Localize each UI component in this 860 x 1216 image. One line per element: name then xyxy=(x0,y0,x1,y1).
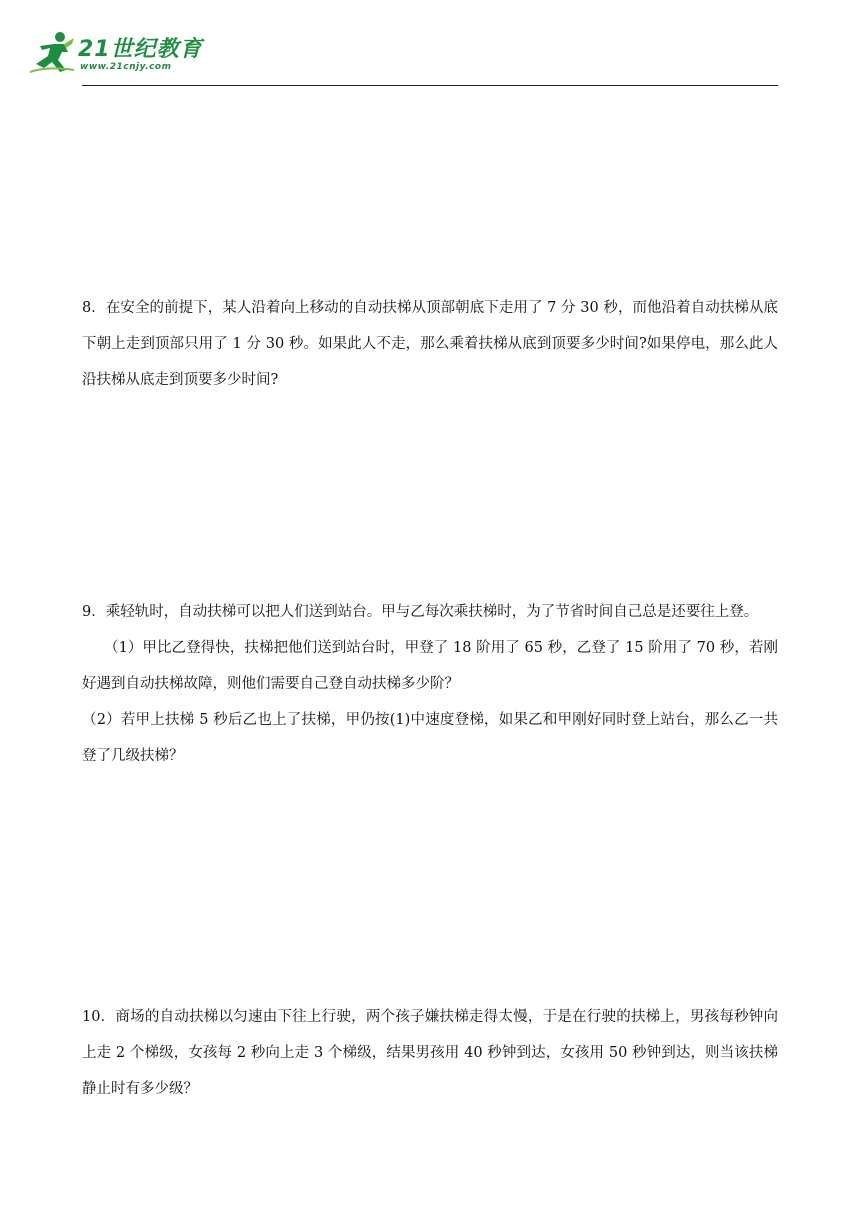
question-9 xyxy=(82,594,778,774)
logo-url-text: www.21cnjy.com xyxy=(80,62,172,72)
question-text: 乘轻轨时，自动扶梯可以把人们送到站台。甲与乙每次乘扶梯时，为了节省时间自己总是还要往上登。 xyxy=(105,604,759,620)
page-header xyxy=(0,0,860,90)
question-number: 10． xyxy=(82,1009,116,1025)
question-text: 在安全的前提下，某人沿着向上移动的自动扶梯从顶部朝底下走用了 7 分 30 秒，而他沿着自动扶梯从底下朝上走到顶部只用了 1 分 30 秒。如果此人不走，那么乘着扶梯从底到顶要多少时间?如果停电，那么此人沿扶梯从底走到顶要多少时间? xyxy=(82,300,778,388)
sub-question-2: （2）若甲上扶梯 5 秒后乙也上了扶梯，甲仍按(1)中速度登梯，如果乙和甲刚好同时登上站台，那么乙一共登了几级扶梯？ xyxy=(82,712,778,764)
logo xyxy=(28,30,203,80)
runner-icon xyxy=(28,30,76,76)
question-number: 8． xyxy=(82,300,106,316)
logo-main-text: 21世纪教育 xyxy=(78,37,203,62)
header-divider xyxy=(82,85,778,86)
question-10 xyxy=(82,999,778,1107)
question-8 xyxy=(82,290,778,398)
question-text: 商场的自动扶梯以匀速由下往上行驶，两个孩子嫌扶梯走得太慢，于是在行驶的扶梯上，男孩每秒钟向上走 2 个梯级，女孩每 2 秒向上走 3 个梯级，结果男孩用 40 秒钟到达，女孩用 50 秒钟到达，则当该扶梯静止时有多少级？ xyxy=(82,1009,779,1097)
question-number: 9． xyxy=(82,604,106,620)
sub-question-1: （1）甲比乙登得快，扶梯把他们送到站台时，甲登了 18 阶用了 65 秒，乙登了 15 阶用了 70 秒，若刚好遇到自动扶梯故障，则他们需要自己登自动扶梯多少阶？ xyxy=(82,640,778,692)
